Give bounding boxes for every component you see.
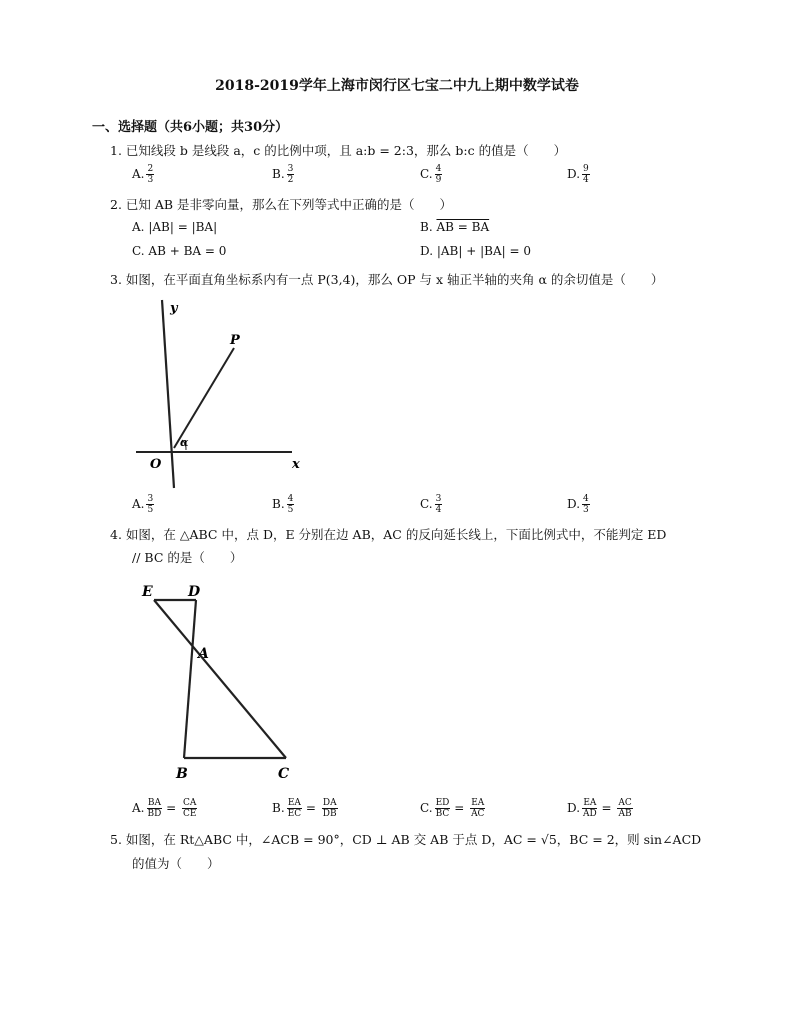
- op-segment: [174, 348, 234, 448]
- option-letter: A.: [132, 497, 145, 511]
- question-5-text-line2: 的值为（ ）: [132, 856, 220, 871]
- option-letter: C.: [420, 801, 433, 815]
- fraction: $\frac{CA}{CE}$: [183, 798, 197, 819]
- option-letter: B.: [420, 220, 433, 234]
- option-letter: A.: [132, 167, 145, 181]
- question-4-text-line2: // BC 的是（ ）: [132, 550, 243, 565]
- option-letter: C.: [420, 167, 433, 181]
- point-d-label: D: [188, 584, 201, 600]
- y-axis-label: y: [170, 301, 178, 316]
- fraction: $\frac{4}{3}$: [583, 494, 589, 515]
- fraction: $\frac{DA}{DB}$: [322, 798, 337, 819]
- q2-option-b[interactable]: [420, 220, 489, 234]
- fraction: $\frac{AC}{AB}$: [618, 798, 632, 819]
- option-expression: AB = BA: [436, 220, 490, 234]
- fraction: $\frac{4}{9}$: [435, 164, 442, 185]
- x-axis-label: x: [292, 457, 300, 472]
- option-letter: D.: [567, 497, 581, 511]
- fraction: $\frac{9}{4}$: [583, 164, 589, 185]
- triangle-figure: [138, 578, 298, 786]
- option-letter: C.: [420, 497, 433, 511]
- q2-option-d[interactable]: [420, 244, 531, 258]
- q1-option-b[interactable]: [272, 164, 294, 185]
- option-letter: A.: [132, 801, 145, 815]
- q1-option-d[interactable]: [567, 164, 590, 185]
- q3-option-a[interactable]: [132, 494, 154, 515]
- question-3-text: 3. 如图，在平面直角坐标系内有一点 P(3,4)，那么 OP 与 x 轴正半轴的夹角 α 的余切值是（ ）: [110, 272, 664, 287]
- fraction: $\frac{EA}{EC}$: [287, 798, 302, 819]
- origin-label: O: [150, 457, 162, 472]
- point-b-label: B: [176, 766, 188, 782]
- segment-db: [184, 600, 196, 758]
- point-e-label: E: [142, 584, 153, 600]
- q4-option-a[interactable]: A. $\frac{BA}{BD}$ = $\frac{CA}{CE}$: [132, 798, 197, 819]
- page-title: 2018-2019学年上海市闵行区七宝二中九上期中数学试卷: [215, 78, 579, 94]
- fraction: $\frac{EA}{AD}$: [583, 798, 597, 819]
- section-heading: 一、选择题（共6小题；共30分）: [92, 120, 289, 135]
- alpha-label: α: [180, 436, 189, 449]
- option-letter: B.: [272, 167, 285, 181]
- option-letter: B.: [272, 801, 285, 815]
- option-expression: AB + BA = 0: [148, 244, 227, 258]
- q3-option-d[interactable]: [567, 494, 590, 515]
- q2-option-a[interactable]: [132, 220, 217, 234]
- option-letter: D.: [567, 801, 581, 815]
- point-p-label: P: [230, 333, 240, 348]
- option-letter: D.: [420, 244, 434, 258]
- fraction: $\frac{3}{4}$: [435, 494, 442, 515]
- q3-option-b[interactable]: [272, 494, 294, 515]
- q4-option-c[interactable]: C. $\frac{ED}{BC}$ = $\frac{EA}{AC}$: [420, 798, 485, 819]
- q1-option-a[interactable]: [132, 164, 154, 185]
- option-expression: |AB| = |BA|: [148, 220, 218, 234]
- option-letter: A.: [132, 220, 145, 234]
- question-2-text: 2. 已知 AB 是非零向量，那么在下列等式中正确的是（ ）: [110, 197, 453, 212]
- fraction: $\frac{EA}{AC}$: [471, 798, 485, 819]
- q3-option-c[interactable]: [420, 494, 442, 515]
- option-letter: C.: [132, 244, 145, 258]
- point-a-label: A: [198, 646, 209, 662]
- option-expression: |AB| + |BA| = 0: [436, 244, 531, 258]
- question-5-text-line1: 5. 如图，在 Rt△ABC 中，∠ACB = 90°，CD ⊥ AB 交 AB 于点 D，AC = √5，BC = 2，则 sin∠ACD: [110, 832, 702, 847]
- fraction: $\frac{3}{5}$: [147, 494, 154, 515]
- q4-option-b[interactable]: B. $\frac{EA}{EC}$ = $\frac{DA}{DB}$: [272, 798, 337, 819]
- question-4-text-line1: 4. 如图，在 △ABC 中，点 D，E 分别在边 AB，AC 的反向延长线上，下面比例式中，不能判定 ED: [110, 527, 667, 542]
- fraction: $\frac{ED}{BC}$: [435, 798, 450, 819]
- fraction: $\frac{2}{3}$: [147, 164, 154, 185]
- option-letter: B.: [272, 497, 285, 511]
- option-letter: D.: [567, 167, 581, 181]
- fraction: $\frac{3}{2}$: [287, 164, 294, 185]
- coordinate-figure: [130, 296, 310, 492]
- q2-option-c[interactable]: [132, 244, 226, 258]
- fraction: $\frac{BA}{BD}$: [147, 798, 162, 819]
- segment-ec: [154, 600, 286, 758]
- fraction: $\frac{4}{5}$: [287, 494, 294, 515]
- q4-option-d[interactable]: D. $\frac{EA}{AD}$ = $\frac{AC}{AB}$: [567, 798, 632, 819]
- y-axis: [162, 300, 174, 488]
- question-1-text: 1. 已知线段 b 是线段 a，c 的比例中项，且 a:b = 2:3，那么 b:c 的值是（ ）: [110, 143, 567, 158]
- q1-option-c[interactable]: [420, 164, 442, 185]
- point-c-label: C: [278, 766, 290, 782]
